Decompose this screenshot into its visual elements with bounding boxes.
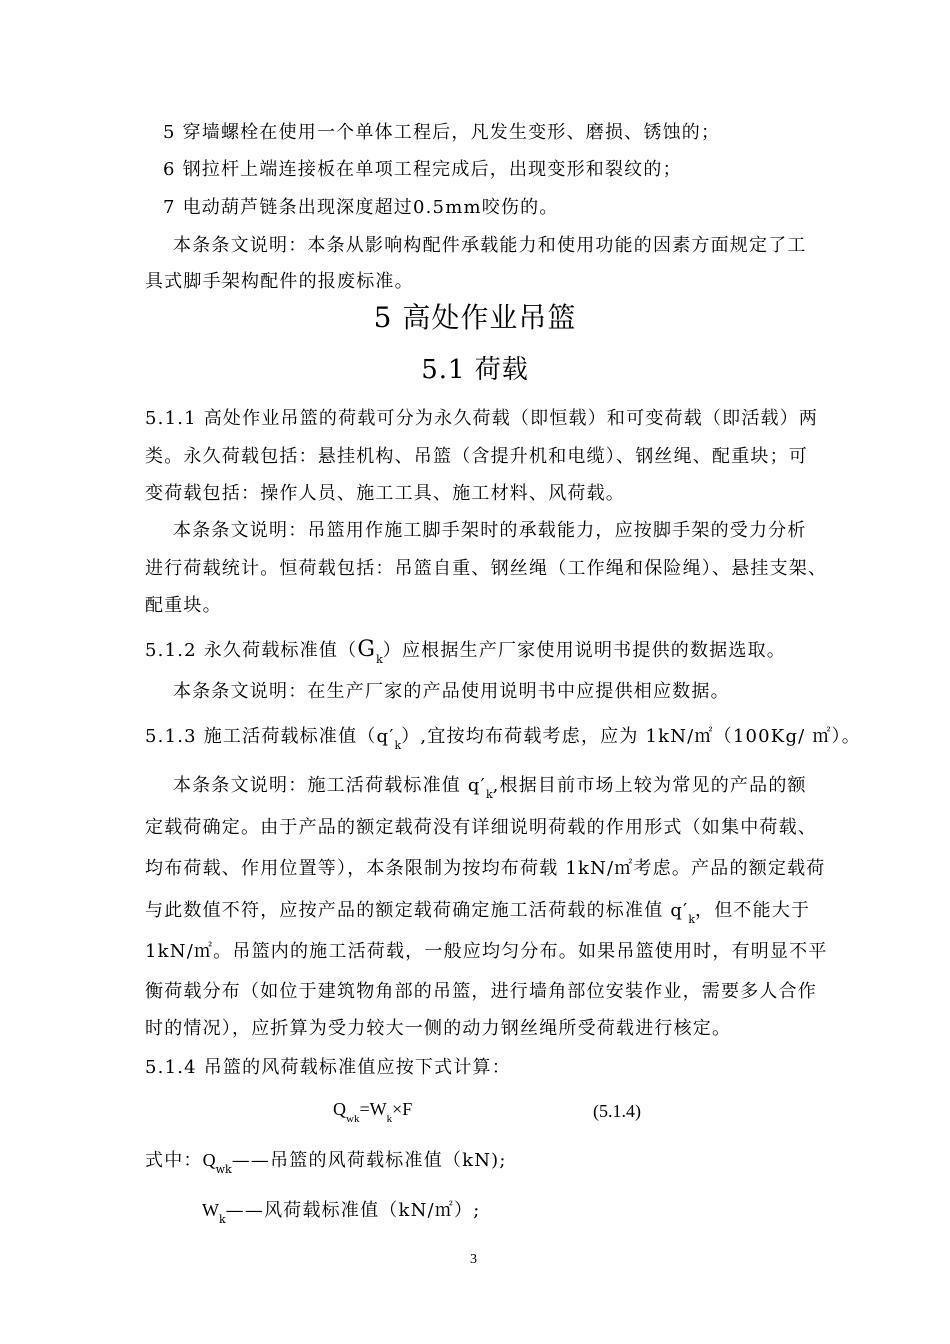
paragraph-line: 配重块。 bbox=[145, 595, 222, 616]
paragraph-line: 进行荷载统计。恒荷载包括：吊篮自重、钢丝绳（工作绳和保险绳）、悬挂支架、 bbox=[145, 558, 828, 579]
section-heading: 5.1 荷载 bbox=[421, 355, 529, 385]
clause-text: 5.1.3 施工活荷载标准值（ bbox=[145, 726, 377, 747]
var-w-definition: ——风荷载标准值（kN/㎡）; bbox=[225, 1200, 481, 1221]
symbol-q: q′ bbox=[670, 900, 689, 921]
chapter-heading: 5 高处作业吊篮 bbox=[373, 301, 577, 334]
formula-q-subscript: wk bbox=[346, 1113, 360, 1125]
clause-5-1-4: 5.1.4 吊篮的风荷载标准值应按下式计算： bbox=[145, 1057, 511, 1078]
where-label: 式中： bbox=[145, 1150, 203, 1171]
paragraph-line: 时的情况），应折算为受力较大一侧的动力钢丝绳所受荷载进行核定。 bbox=[145, 1018, 732, 1039]
paragraph-line: 本条条文说明：本条从影响构配件承载能力和使用功能的因素方面规定了工 bbox=[173, 235, 807, 256]
clause-text: ，但不能大于 bbox=[695, 900, 811, 921]
paragraph-line: 均布荷载、作用位置等），本条限制为按均布荷载 1kN/㎡考虑。产品的额定载荷 bbox=[145, 858, 826, 879]
clause-text: ）应根据生产厂家使用说明书提供的数据选取。 bbox=[382, 640, 786, 661]
symbol-g: G bbox=[357, 637, 377, 662]
paragraph-line bbox=[173, 774, 807, 800]
list-item-7: 7 电动葫芦链条出现深度超过0.5mm咬伤的。 bbox=[163, 197, 559, 218]
list-item-5: 5 穿墙螺栓在使用一个单体工程后，凡发生变形、磨损、锈蚀的； bbox=[163, 122, 721, 143]
symbol-q: q′ bbox=[467, 775, 486, 796]
paragraph-line: 衡荷载分布（如位于建筑物角部的吊篮，进行墙角部位安装作业，需要多人合作 bbox=[145, 981, 817, 1002]
symbol-subscript: k bbox=[485, 788, 493, 801]
clause-text: 与此数值不符，应按产品的额定载荷确定施工活荷载的标准值 bbox=[145, 900, 671, 921]
variable-definition bbox=[202, 1198, 480, 1225]
paragraph-line: 5.1.1 高处作业吊篮的荷载可分为永久荷载（即恒载）和可变荷载（即活载）两 bbox=[145, 408, 819, 429]
paragraph-line: 变荷载包括：操作人员、施工工具、施工材料、风荷载。 bbox=[145, 483, 625, 504]
page-number: 3 bbox=[470, 1252, 477, 1267]
clause-text: ,根据目前市场上较为常见的产品的额 bbox=[492, 775, 807, 796]
var-q: Q bbox=[202, 1150, 216, 1170]
var-q-subscript: wk bbox=[215, 1163, 232, 1176]
formula-w: =W bbox=[359, 1099, 387, 1119]
var-q-definition: ——吊篮的风荷载标准值（kN); bbox=[231, 1150, 507, 1171]
formula-5-1-4 bbox=[333, 1097, 412, 1124]
formula-q: Q bbox=[333, 1099, 346, 1119]
variable-definition bbox=[145, 1148, 507, 1175]
clause-5-1-2 bbox=[145, 638, 786, 665]
symbol-q: q′ bbox=[376, 726, 395, 747]
clause-text: 本条条文说明：施工活荷载标准值 bbox=[173, 775, 468, 796]
symbol-subscript: k bbox=[688, 913, 696, 926]
formula-w-subscript: k bbox=[386, 1113, 393, 1125]
symbol-subscript: k bbox=[376, 653, 383, 666]
paragraph-line: 本条条文说明：在生产厂家的产品使用说明书中应提供相应数据。 bbox=[173, 681, 730, 702]
paragraph-line: 定载荷确定。由于产品的额定载荷没有详细说明荷载的作用形式（如集中荷载、 bbox=[145, 817, 817, 838]
clause-5-1-3 bbox=[145, 725, 861, 751]
var-w: W bbox=[202, 1200, 219, 1220]
list-item-6: 6 钢拉杆上端连接板在单项工程完成后，出现变形和裂纹的； bbox=[163, 159, 682, 180]
equation-number: (5.1.4) bbox=[593, 1101, 641, 1121]
symbol-subscript: k bbox=[394, 739, 402, 752]
clause-text: ）,宜按均布荷载考虑，应为 1kN/㎡（100Kg/ ㎡）。 bbox=[401, 726, 861, 747]
var-w-subscript: k bbox=[219, 1213, 226, 1226]
clause-text: 5.1.2 永久荷载标准值（ bbox=[145, 640, 358, 661]
formula-f: ×F bbox=[392, 1099, 413, 1119]
paragraph-line: 本条条文说明：吊篮用作施工脚手架时的承载能力，应按脚手架的受力分析 bbox=[173, 520, 807, 541]
paragraph-line: 类。永久荷载包括：悬挂机构、吊篮（含提升机和电缆）、钢丝绳、配重块；可 bbox=[145, 446, 808, 467]
paragraph-line: 1kN/㎡。吊篮内的施工活荷载，一般应均匀分布。如果吊篮使用时，有明显不平 bbox=[145, 941, 828, 962]
paragraph-line bbox=[145, 899, 810, 925]
paragraph-line: 具式脚手架构配件的报废标准。 bbox=[145, 271, 414, 292]
